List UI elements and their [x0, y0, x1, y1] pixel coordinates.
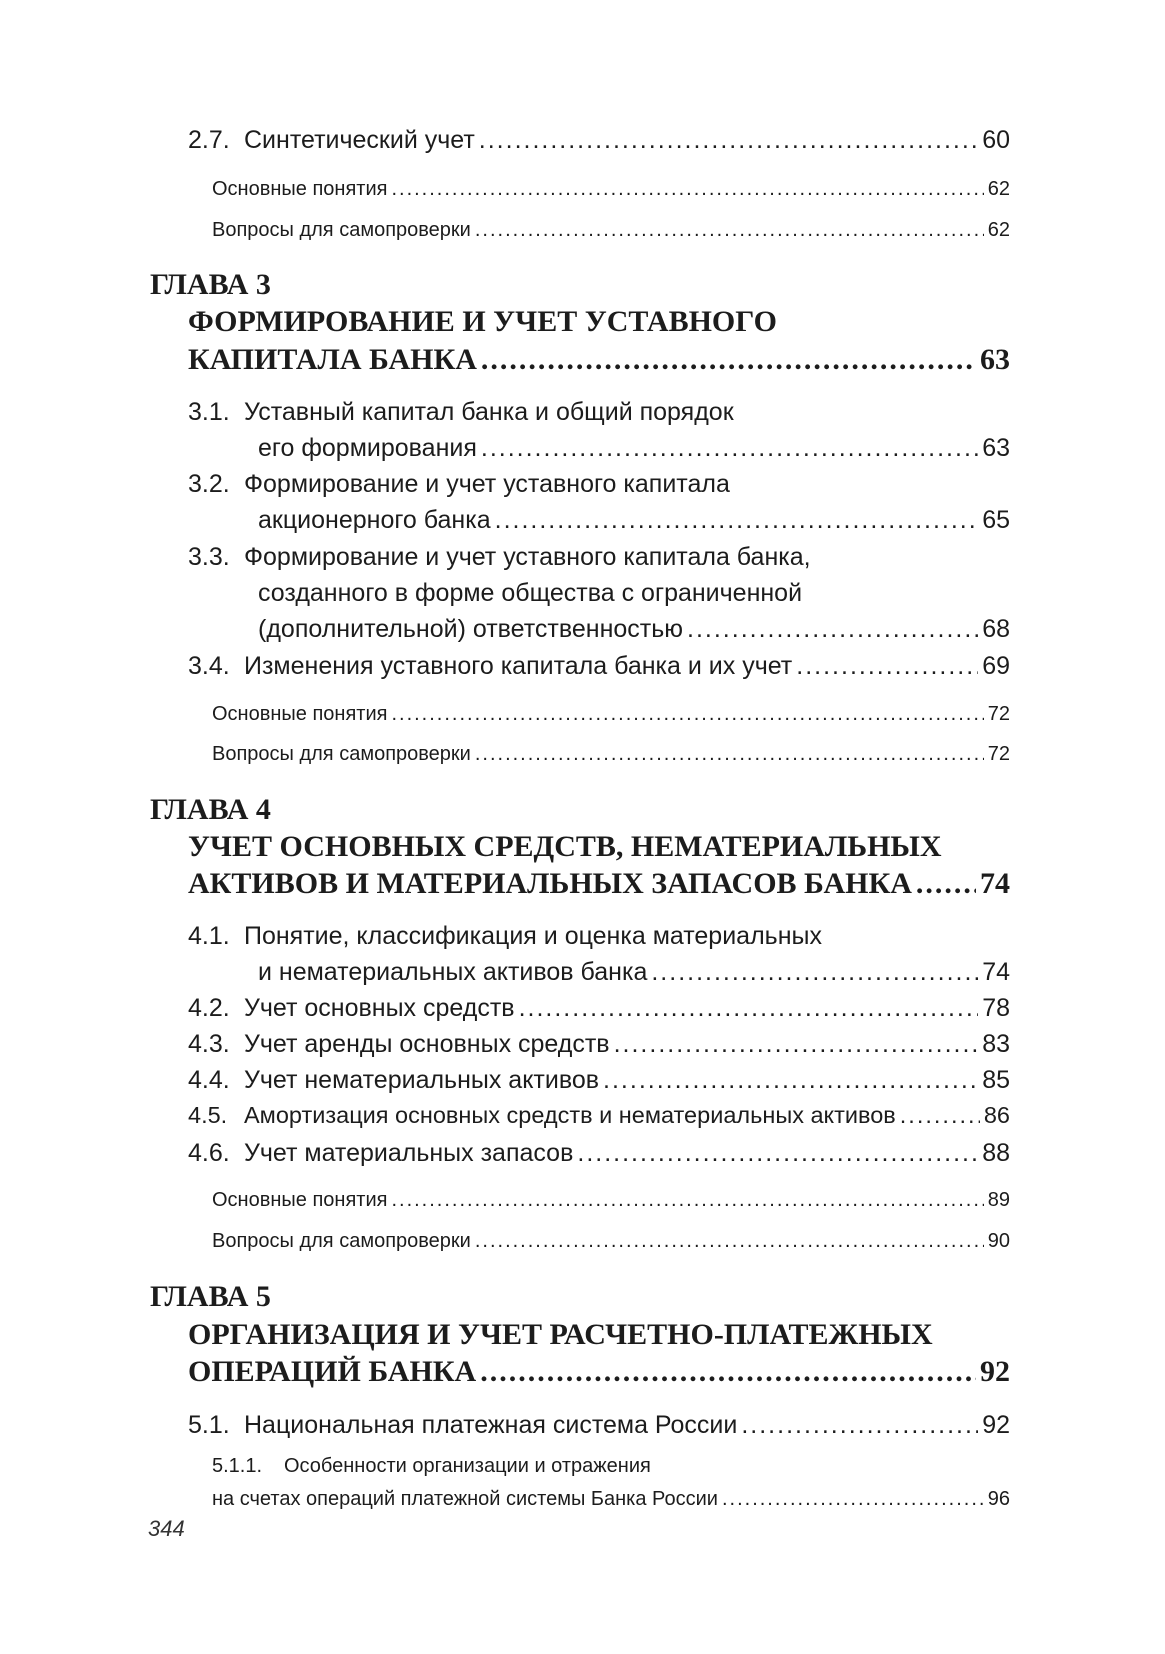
section-3-3-line2: созданного в форме общества с ограниченной — [258, 579, 803, 607]
page-number: 86 — [983, 1102, 1010, 1128]
page-number: 63 — [982, 434, 1010, 462]
section-title: Амортизация основных средств и нематериальных активов — [244, 1102, 896, 1128]
section-title: Формирование и учет уставного капитала — [244, 470, 730, 498]
section-number: 5.1. — [188, 1411, 230, 1439]
toc-entry-ch3-concepts[interactable] — [212, 703, 1010, 726]
section-number: 4.5. — [188, 1102, 228, 1128]
dot-leader — [603, 1066, 978, 1095]
section-number: 2.7. — [188, 126, 230, 154]
page-number: 88 — [982, 1139, 1010, 1167]
section-title: Учет материальных запасов — [244, 1139, 574, 1167]
toc-entry-4-6[interactable] — [188, 1139, 1010, 1168]
page-number: 62 — [987, 178, 1010, 200]
chapter-3-title-line1: ФОРМИРОВАНИЕ И УЧЕТ УСТАВНОГО — [188, 305, 777, 338]
dot-leader — [796, 652, 978, 681]
dot-leader — [687, 615, 978, 644]
toc-entry-4-2[interactable] — [188, 994, 1010, 1023]
section-3-1-line1 — [188, 398, 734, 427]
dot-leader — [577, 1139, 978, 1168]
toc-entry-ch3-questions[interactable] — [212, 743, 1010, 766]
section-title: Учет основных средств — [244, 994, 515, 1022]
section-number: 3.4. — [188, 652, 230, 680]
dot-leader — [475, 219, 984, 242]
chapter-5-label: ГЛАВА 5 — [150, 1280, 271, 1313]
toc-entry-chapter-5[interactable] — [188, 1355, 1010, 1389]
page-number: 74 — [980, 867, 1010, 900]
dot-leader — [651, 958, 978, 987]
entry-title: Вопросы для самопроверки — [212, 743, 471, 765]
page-number: 89 — [987, 1189, 1010, 1211]
page-number: 83 — [982, 1030, 1010, 1058]
section-number: 4.4. — [188, 1066, 230, 1094]
section-number: 4.1. — [188, 922, 230, 950]
toc-entry-chapter-3[interactable] — [188, 343, 1010, 377]
section-title: Учет нематериальных активов — [244, 1066, 600, 1094]
section-4-1-line1 — [188, 922, 822, 951]
section-number: 4.2. — [188, 994, 230, 1022]
page-number: 68 — [982, 615, 1010, 643]
page-number: 92 — [982, 1411, 1010, 1439]
dot-leader — [475, 743, 984, 766]
toc-entry-chapter-4[interactable] — [188, 867, 1010, 901]
chapter-4-title-line2: АКТИВОВ И МАТЕРИАЛЬНЫХ ЗАПАСОВ БАНКА — [188, 867, 912, 900]
toc-entry-5-1[interactable] — [188, 1411, 1010, 1440]
page-number: 92 — [980, 1355, 1010, 1388]
toc-entry-3-2[interactable] — [258, 506, 1010, 535]
toc-entry-5-1-1[interactable] — [212, 1488, 1010, 1511]
section-number: 4.3. — [188, 1030, 230, 1058]
dot-leader — [479, 126, 978, 155]
section-number: 5.1.1. — [212, 1455, 263, 1477]
section-title: Национальная платежная система России — [244, 1411, 738, 1439]
page-number: 60 — [982, 126, 1010, 154]
toc-entry-ch4-concepts[interactable] — [212, 1189, 1010, 1212]
toc-entry-ch2-questions[interactable] — [212, 219, 1010, 242]
section-number: 3.3. — [188, 543, 230, 571]
chapter-5-title-line2: ОПЕРАЦИЙ БАНКА — [188, 1355, 477, 1388]
page-number: 85 — [982, 1066, 1010, 1094]
page-number: 96 — [987, 1488, 1010, 1510]
chapter-3-label: ГЛАВА 3 — [150, 268, 271, 301]
toc-entry-4-3[interactable] — [188, 1030, 1010, 1059]
page-folio: 344 — [148, 1516, 185, 1541]
section-title-cont: акционерного банка — [258, 506, 491, 534]
dot-leader — [391, 703, 983, 726]
chapter-3-title-line2: КАПИТАЛА БАНКА — [188, 343, 477, 376]
section-number: 3.1. — [188, 398, 230, 426]
dot-leader — [481, 343, 976, 377]
chapter-5-title-line1: ОРГАНИЗАЦИЯ И УЧЕТ РАСЧЕТНО-ПЛАТЕЖНЫХ — [188, 1318, 933, 1351]
toc-entry-4-5[interactable] — [188, 1102, 1010, 1129]
dot-leader — [391, 178, 983, 201]
section-title-cont: (дополнительной) ответственностью — [258, 615, 684, 643]
toc-entry-ch2-concepts[interactable] — [212, 178, 1010, 201]
entry-title: Вопросы для самопроверки — [212, 219, 471, 241]
entry-title: Основные понятия — [212, 178, 388, 200]
dot-leader — [916, 867, 976, 901]
toc-entry-2-7[interactable] — [188, 126, 1010, 155]
section-title-cont: его формирования — [258, 434, 477, 462]
section-title-cont: на счетах операций платежной системы Банка России — [212, 1488, 718, 1510]
toc-entry-3-1[interactable] — [258, 434, 1010, 463]
section-title: Особенности организации и отражения — [284, 1455, 651, 1477]
entry-title: Основные понятия — [212, 1189, 388, 1211]
section-title: Учет аренды основных средств — [244, 1030, 610, 1058]
section-3-3-line1 — [188, 543, 811, 572]
toc-entry-4-4[interactable] — [188, 1066, 1010, 1095]
page-number: 63 — [980, 343, 1010, 376]
toc-entry-3-4[interactable] — [188, 652, 1010, 681]
page-number: 65 — [982, 506, 1010, 534]
toc-entry-4-1[interactable] — [258, 958, 1010, 987]
section-title: Изменения уставного капитала банка и их учет — [244, 652, 793, 680]
dot-leader — [495, 506, 979, 535]
dot-leader — [900, 1102, 980, 1129]
page-number: 74 — [982, 958, 1010, 986]
page-number: 69 — [982, 652, 1010, 680]
section-title-cont: и нематериальных активов банка — [258, 958, 648, 986]
page-number: 78 — [982, 994, 1010, 1022]
entry-title: Вопросы для самопроверки — [212, 1230, 471, 1252]
page-number: 72 — [987, 703, 1010, 725]
section-5-1-1-line1 — [212, 1455, 651, 1478]
page-number: 62 — [987, 219, 1010, 241]
section-title: Формирование и учет уставного капитала банка, — [244, 543, 811, 571]
entry-title: Основные понятия — [212, 703, 388, 725]
dot-leader — [475, 1230, 984, 1253]
dot-leader — [741, 1411, 978, 1440]
toc-entry-ch4-questions[interactable] — [212, 1230, 1010, 1253]
section-title: Понятие, классификация и оценка материальных — [244, 922, 822, 950]
dot-leader — [480, 1355, 976, 1389]
section-3-2-line1 — [188, 470, 730, 499]
chapter-4-title-line1: УЧЕТ ОСНОВНЫХ СРЕДСТВ, НЕМАТЕРИАЛЬНЫХ — [188, 830, 942, 863]
dot-leader — [481, 434, 978, 463]
section-number: 4.6. — [188, 1139, 230, 1167]
section-number: 3.2. — [188, 470, 230, 498]
dot-leader — [614, 1030, 979, 1059]
section-title: Синтетический учет — [244, 126, 475, 154]
dot-leader — [391, 1189, 983, 1212]
page-number: 90 — [987, 1230, 1010, 1252]
dot-leader — [722, 1488, 984, 1511]
section-title: Уставный капитал банка и общий порядок — [244, 398, 734, 426]
chapter-4-label: ГЛАВА 4 — [150, 793, 271, 826]
toc-entry-3-3[interactable] — [258, 615, 1010, 644]
dot-leader — [519, 994, 979, 1023]
page-number: 72 — [987, 743, 1010, 765]
